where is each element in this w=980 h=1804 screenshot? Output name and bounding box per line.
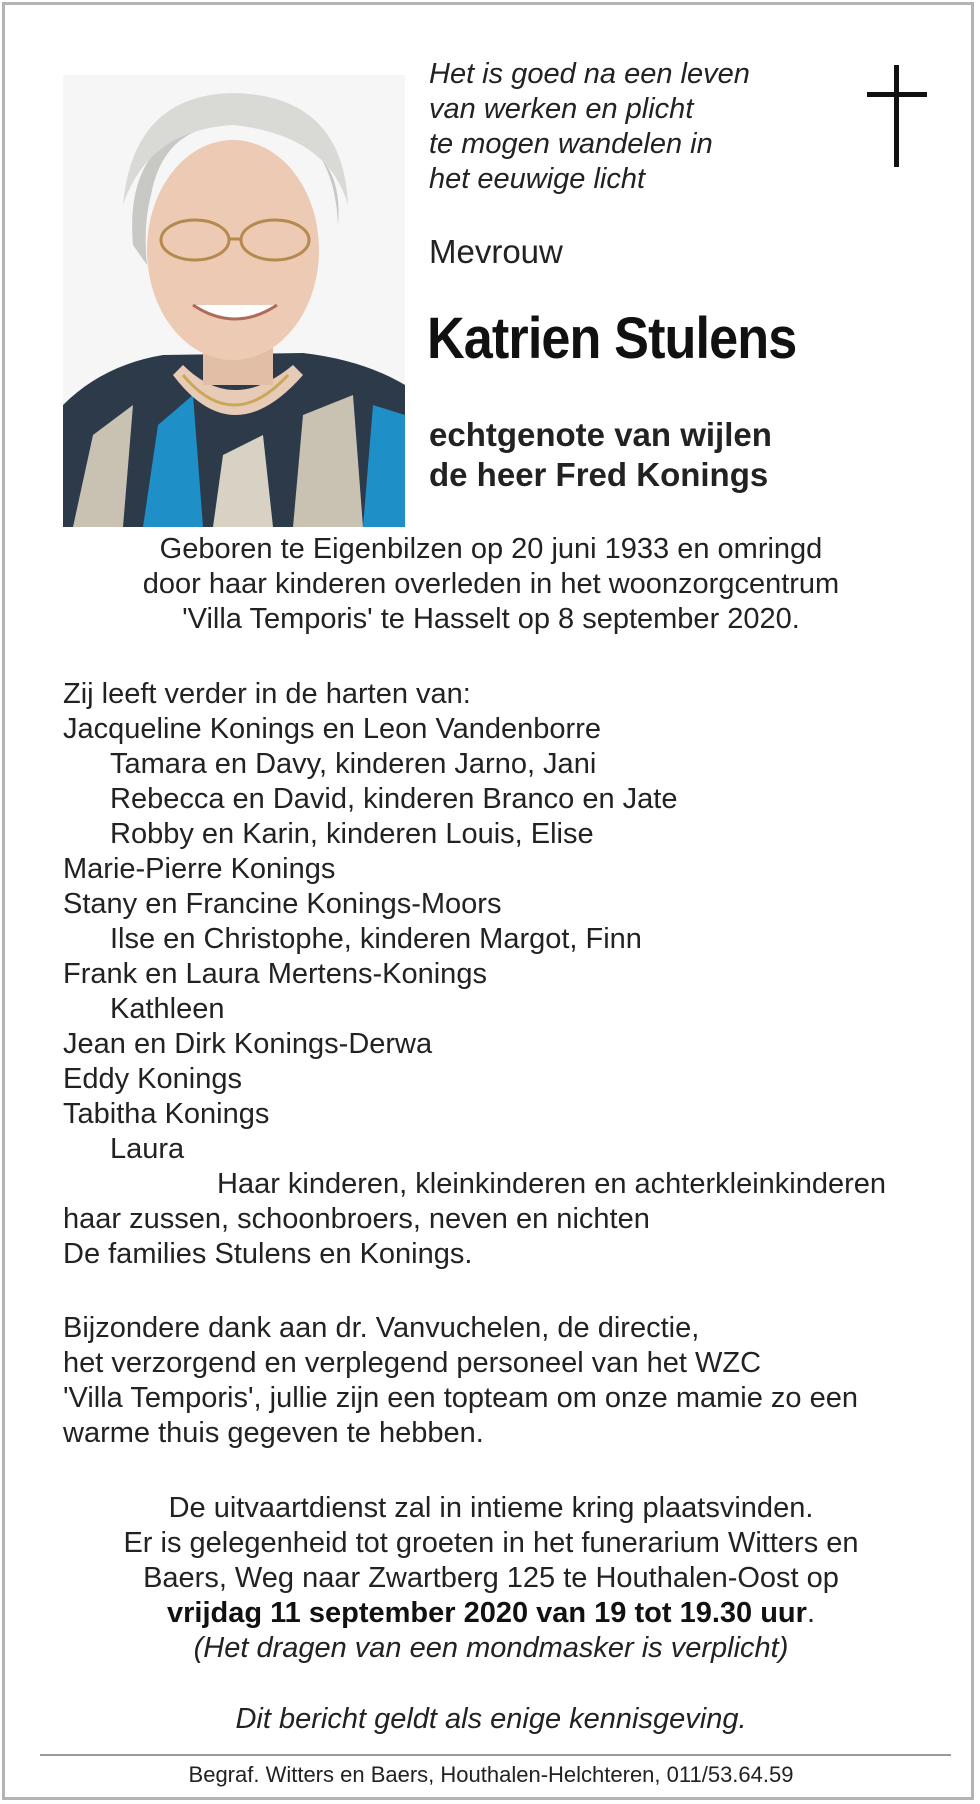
family-member: Stany en Francine Konings-Moors <box>63 888 502 920</box>
spouse-line: echtgenote van wijlen <box>429 416 772 453</box>
verse <box>429 57 750 197</box>
portrait-illustration <box>63 75 405 527</box>
thanks-line: het verzorgend en verplegend personeel van het WZC <box>63 1347 762 1379</box>
funeral-line: Baers, Weg naar Zwartberg 125 te Houthalen-Oost op <box>143 1562 839 1594</box>
verse-line: te mogen wandelen in <box>429 128 713 160</box>
family-list <box>63 677 886 1272</box>
family-intro: Zij leeft verder in de harten van: <box>63 678 471 710</box>
spouse-line: de heer Fred Konings <box>429 456 769 493</box>
birth-death-info <box>5 532 977 637</box>
notice-text: Dit bericht geldt als enige kennisgeving. <box>235 1703 747 1735</box>
verse-line: van werken en plicht <box>429 93 694 125</box>
family-member: Jacqueline Konings en Leon Vandenborre <box>63 713 601 745</box>
family-member: Eddy Konings <box>63 1063 242 1095</box>
family-member: Tamara en Davy, kinderen Jarno, Jani <box>110 748 597 780</box>
family-member: Jean en Dirk Konings-Derwa <box>63 1028 433 1060</box>
verse-line: Het is goed na een leven <box>429 58 750 90</box>
birth-line: door haar kinderen overleden in het woonzorgcentrum <box>142 568 840 600</box>
family-member: Tabitha Konings <box>63 1098 270 1130</box>
family-member: Kathleen <box>110 993 225 1025</box>
family-member: Frank en Laura Mertens-Konings <box>63 958 487 990</box>
thanks-line: warme thuis gegeven te hebben. <box>63 1417 484 1449</box>
birth-line: Geboren te Eigenbilzen op 20 juni 1933 en omringd <box>159 533 823 565</box>
deceased-name: Katrien Stulens <box>427 306 797 371</box>
family-member: Ilse en Christophe, kinderen Margot, Finn <box>110 923 642 955</box>
thanks-section <box>63 1311 858 1451</box>
funeral-info <box>5 1491 977 1666</box>
spouse-info <box>429 415 772 495</box>
family-member: Laura <box>110 1133 185 1165</box>
undertaker-footer: Begraf. Witters en Baers, Houthalen-Helchteren, 011/53.64.59 <box>188 1762 794 1787</box>
portrait-photo <box>63 75 405 527</box>
funeral-datetime: vrijdag 11 september 2020 van 19 tot 19.30 uur <box>167 1597 807 1629</box>
obituary-card <box>2 2 974 1800</box>
mask-note: (Het dragen van een mondmasker is verplicht) <box>193 1632 789 1664</box>
salutation: Mevrouw <box>429 233 563 270</box>
divider <box>40 1754 951 1756</box>
family-member: Rebecca en David, kinderen Branco en Jate <box>110 783 678 815</box>
thanks-line: 'Villa Temporis', jullie zijn een topteam om onze mamie zo een <box>63 1382 859 1414</box>
family-member: Robby en Karin, kinderen Louis, Elise <box>110 818 594 850</box>
family-closing-line: Haar kinderen, kleinkinderen en achterkleinkinderen <box>217 1168 887 1200</box>
family-closing-line: De families Stulens en Konings. <box>63 1238 473 1270</box>
birth-line: 'Villa Temporis' te Hasselt op 8 september 2020. <box>182 603 800 635</box>
funeral-line: De uitvaartdienst zal in intieme kring plaatsvinden. <box>168 1492 814 1524</box>
verse-line: het eeuwige licht <box>429 163 646 195</box>
cross-icon <box>867 65 927 167</box>
family-closing-line: haar zussen, schoonbroers, neven en nichten <box>63 1203 650 1235</box>
family-member: Marie-Pierre Konings <box>63 853 336 885</box>
funeral-datetime-line <box>5 1596 977 1631</box>
funeral-line: Er is gelegenheid tot groeten in het funerarium Witters en <box>123 1527 859 1559</box>
thanks-line: Bijzondere dank aan dr. Vanvuchelen, de directie, <box>63 1312 700 1344</box>
funeral-datetime-suffix: . <box>806 1597 815 1629</box>
